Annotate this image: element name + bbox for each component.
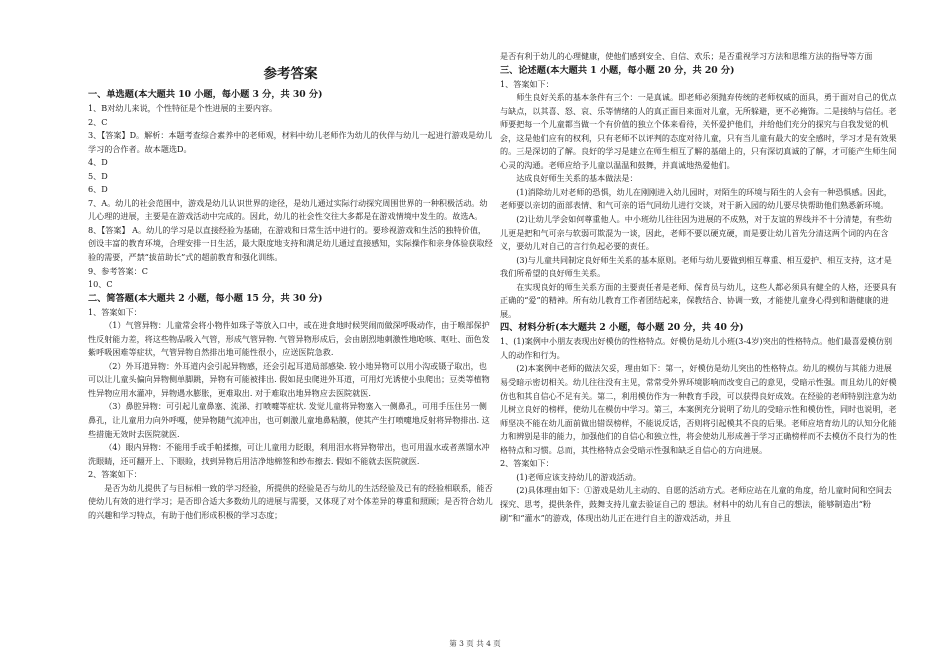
answer-paragraph: 8、【答案】 A。幼儿的学习是以直接经验为基础，在游戏和日常生活中进行的。要珍视游戏和生活的独特价值，创设丰富的教育环境，合理安排一日生活，最大限度地支持和满足幼儿通过直接感知，实际操作和亲身体验获取经验的需要，严禁“拔苗助长”式的超前教育和强化训练。	[88, 224, 493, 263]
answer-paragraph: （3）鼻腔异物：可引起儿童鼻塞、流涕、打喷嚏等症状. 发觉儿童将异物塞入一侧鼻孔，可用手压住另一侧鼻孔，让儿童用力向外呼嘎，使异物随气流冲出，也可刺激儿童地鼻粘膜，使其产生打喷嚏地反射将异物排出. 这些措施无效时去医院就医.	[88, 401, 490, 439]
answer-paragraph: （1）气管异物：儿童常会将小物件如珠子等放入口中，或在进食地时候哭闹而做深呼吸动作，由于喉部保护性反射能力差，将这些物品吸入气管，形成气管异物. 气管异物形成后，会由剧烈地刺激性地呛咳、呕吐、面色发紫呼吸困难等症状，气管异物自然排出地可能性很小，应送医院急救.	[88, 320, 490, 358]
answer-paragraph: 9、参考答案：C	[88, 265, 148, 276]
answer-paragraph: 6、D	[88, 184, 108, 195]
answer-paragraph: 7、A。幼儿的社会范围中，游戏是幼儿认识世界的途径，是幼儿通过实际行动探究周围世界的一种积极活动。幼儿心理的进展，主要是在游戏活动中完成的。因此，幼儿的社会性交往大多都是在游戏情境中发生的。故选A。	[88, 197, 488, 222]
section-heading: 二、简答题(本大题共 2 小题，每小题 15 分，共 30 分)	[88, 292, 323, 304]
section-heading: 四、材料分析(本大题共 2 小题，每小题 20 分，共 40 分)	[500, 322, 744, 334]
answer-paragraph: （4）眼内异物：不能用手或手帕揉擦，可让儿童用力眨眼，利用泪水将异物带出，也可用温水或者蒸馏水冲洗眼睛，还可翻开上、下眼睑，找到异物后用洁净地棉签和纱布擦去. 假如不能就去医院就医.	[88, 442, 490, 466]
answer-paragraph: 2、答案如下：	[500, 458, 554, 469]
answer-paragraph: 1、(1)案例中小朋友表现出好模仿的性格特点。好模仿是幼儿小班(3-4岁)突出的性格特点。他们最喜爱模仿别人的动作和行为。	[500, 336, 893, 360]
answer-paragraph: 3、【答案】D。解析：本题考查综合素养中的老师观，材料中幼儿老师作为幼儿的伙伴与幼儿一起进行游戏是幼儿学习的合作者。故本题选D。	[88, 130, 493, 154]
left-column-body	[88, 88, 493, 522]
right-column-body	[500, 50, 898, 525]
answer-paragraph: 1、B对幼儿来说，个性特征是个性进展的主要内容。	[88, 103, 278, 113]
answer-paragraph: (2)本案例中老师的做法欠妥，理由如下：第一，好模仿是幼儿突出的性格特点。幼儿的模仿与其能力进展易受暗示密切相关。幼儿往往没有主见，常常受外界环境影响而改变自己的意见，受暗示性强。而且幼儿的好模仿也和其自信心不足有关。第二，利用模仿作为一种教育手段，可以获得良好成效。在经验的老师特别注意为幼儿树立良好的榜样，使幼儿在模仿中学习。第三，本案例充分说明了幼儿的受暗示性和模仿性，同时也说明，老师坚决不能在幼儿面前做出错误榜样，不能说反话，否则将引起模其不良的后果。老师应培育幼儿的认知分化能力和辨别是非的能力，加强他们的自信心和独立性，将会使幼儿形成善于学习正确榜样而不去模仿不良行为的性格特点和习惯。总而，其性格特点会受暗示性强和缺乏自信心的方向进展。	[500, 363, 897, 455]
answer-paragraph: 4、D	[88, 157, 108, 168]
left-column	[88, 48, 493, 522]
answer-paragraph: 达成良好师生关系的基本做法是：	[516, 173, 638, 184]
page-title: 参考答案	[263, 66, 318, 82]
section-heading: 三、论述题(本大题共 1 小题，每小题 20 分，共 20 分)	[500, 64, 735, 76]
answer-paragraph: 5、D	[88, 170, 108, 181]
answer-paragraph: 10、C	[88, 279, 113, 290]
answer-paragraph: 1、答案如下：	[500, 78, 554, 89]
page-footer: 第 3 页 共 4 页	[449, 639, 501, 648]
answer-paragraph: （2）外耳道异物：外耳道内会引起异物感，还会引起耳道局部感染. 较小地异物可以用小沟或镊子取出，也可以让儿童头偏向异物侧单脚跳，异物有可能被排出. 假如昆虫爬进外耳道，可用灯光诱使小虫爬出；豆类等植物性异物应用水灌冲，异物遇水膨胀，更难取出. 对于难取出地异物应去医院就医.	[88, 360, 490, 398]
right-column	[500, 50, 898, 525]
answer-paragraph: 2、C	[88, 116, 108, 127]
answer-paragraph: 是否为幼儿提供了与目标相一致的学习经验，所提供的经验是否与幼儿的生活经验及已有的经验相联系，能否使幼儿有效的进行学习；是否即合适大多数幼儿的进展与需要，又体现了对个体差异的尊重和照顾；是否符合幼儿的兴趣和学习特点，有助于他们形成积极的学习态度；	[88, 482, 493, 520]
answer-paragraph: 师生良好关系的基本条件有三个：一是真诚。即老师必须抛弃传统的老师权威的面具，勇于面对自己的优点与缺点，以其喜、怒、哀、乐等情绪的人的真正面目来面对儿童，无所躲避，更不必掩饰。二是接纳与信任。老师要把每一个儿童都当做一个有价值的独立个体来看待，关怀爱护他们，并给他们充分的探究与自我发觉的机会，这是他们应有的权利，只有老师不以评判的态度对待儿童，只有当儿童有最大的安全感时，学习才是有效果的。三是深切的了解。良好的学习是建立在师生相互了解的基础上的，只有深切真诚的了解，才可能产生师生间心灵的沟通。老师应给予儿童以温温和鼓舞，并真诚地热爱他们。	[500, 92, 897, 170]
answer-paragraph: 2、答案如下：	[88, 469, 142, 480]
section-heading: 一、单选题(本大题共 10 小题，每小题 3 分，共 30 分)	[88, 89, 323, 100]
answer-paragraph: 是否有利于幼儿的心理健康，使他们感到安全、自信、欢乐；是否重视学习方法和思维方法的指导等方面	[500, 51, 873, 61]
answer-paragraph: (3)与儿童共同制定良好师生关系的基本原则。老师与幼儿要做到相互尊重、相互爱护、相互支持，这才是我们所希望的良好师生关系。	[500, 254, 892, 279]
answer-paragraph: (1)消除幼儿对老师的恐惧，幼儿在刚刚进入幼儿园时，对陌生的环境与陌生的人会有一种恐惧感。因此，老师要以亲切的面部表情、和气可亲的语气同幼儿进行交谈，对于新入园的幼儿要尽快帮助他们熟悉新环境。	[500, 186, 892, 211]
answer-paragraph: (2)具体理由如下：①游戏是幼儿主动的、自愿的活动方式。老师应站在儿童的角度，给儿童时间和空间去探究、思考，提供条件，鼓舞支持儿童去验证自己的 想法。材料中的幼儿有自己的想法，能够制造出“粉刷”和“灌水”的游戏，体现出幼儿正在进行自主的游戏活动，并且	[500, 485, 892, 523]
answer-paragraph: (2)让幼儿学会如何尊重他人。中小班幼儿往往因为进展的不成熟，对于友谊的界线并不十分清楚，有些幼儿更是把和气可亲与软弱可欺混为一谈，因此，老师不要以硬克硬，而是要让幼儿首先分清这两个词的内在含义，要幼儿对自己的言行负起必要的责任。	[500, 214, 892, 252]
answer-paragraph: (1)老师应该支持幼儿的游戏活动。	[516, 471, 641, 482]
answer-paragraph: 在实现良好的师生关系方面的主要责任者是老师、保育员与幼儿，这些人都必须具有健全的人格，还要具有正确的“爱”的精神。所有幼儿教育工作者团结起来，保教结合、协调一致，才能使儿童身心得到和谐健康的进展。	[500, 281, 897, 319]
answer-paragraph: 1、答案如下：	[88, 306, 142, 317]
